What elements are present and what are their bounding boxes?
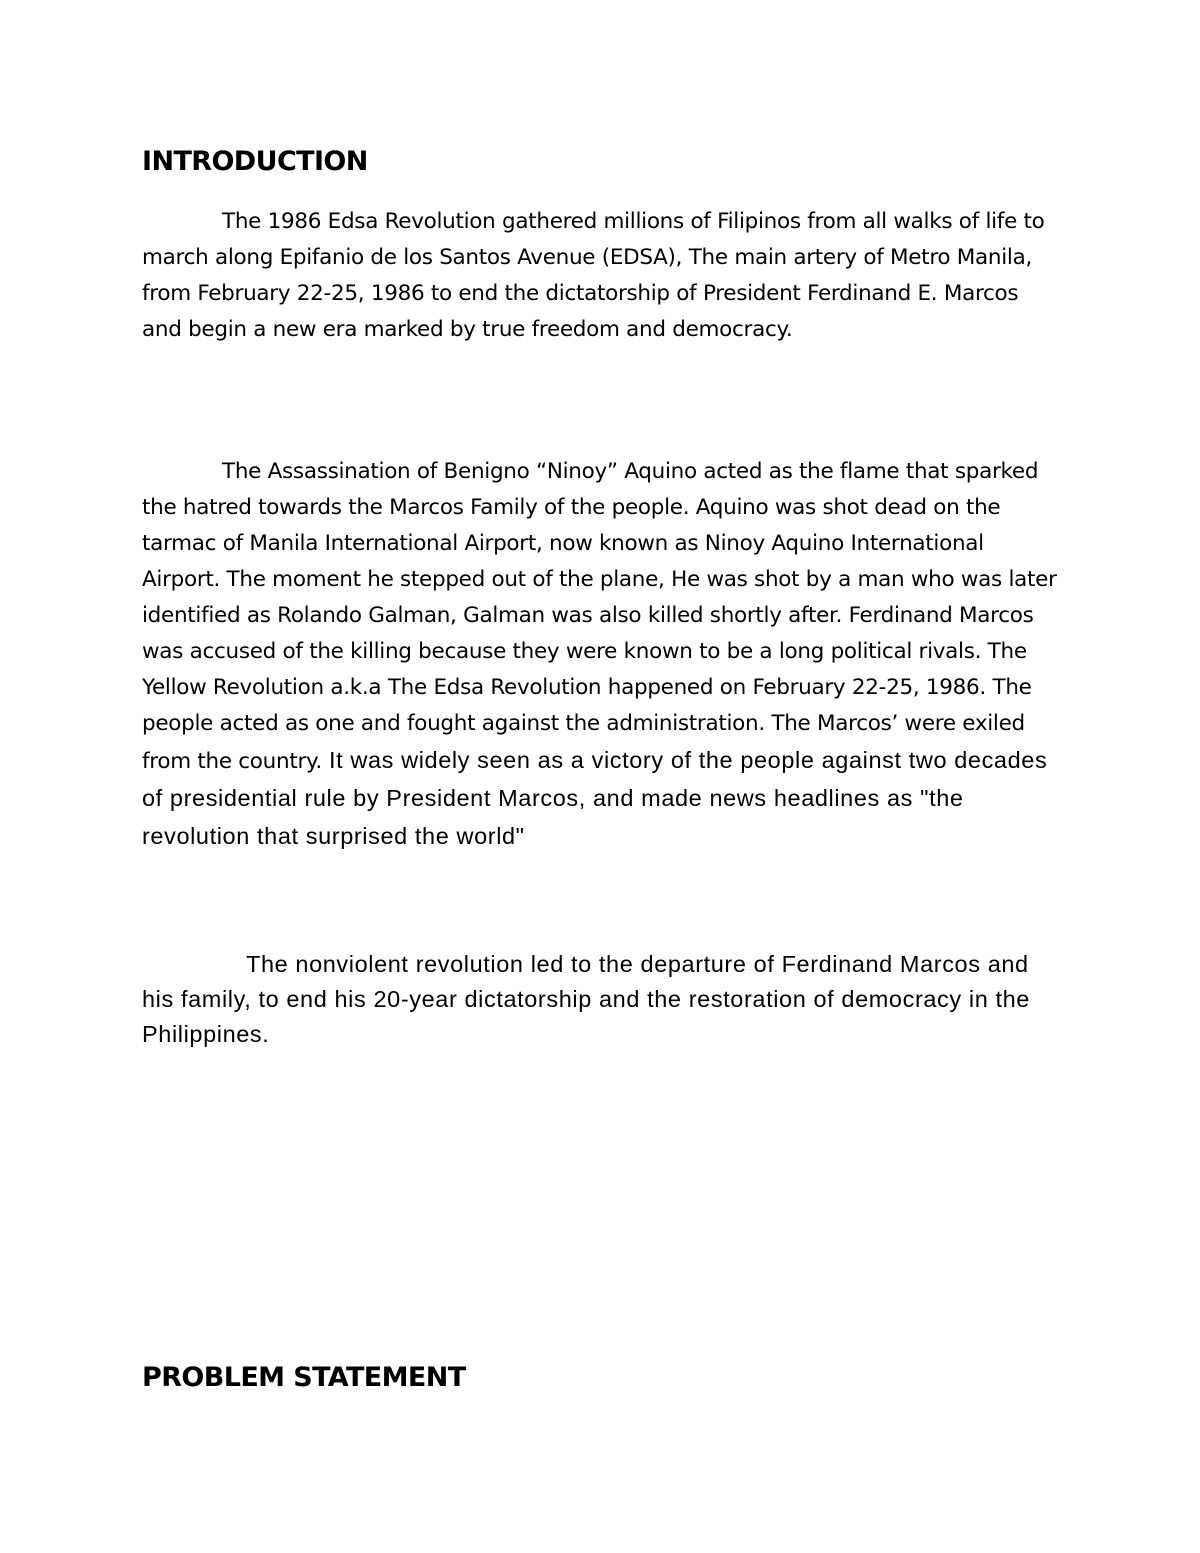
paragraph-nonviolent-revolution: The nonviolent revolution led to the departure of Ferdinand Marcos and his family, to end his 20-year dictatorship and the restoration of democracy in the Philippines.: [142, 951, 1030, 1047]
paragraph-edsa-overview: The 1986 Edsa Revolution gathered millions of Filipinos from all walks of life to march along Epifanio de los Santos Avenue (EDSA), The main artery of Metro Manila, from February 22-25, 1986 to end the dictatorship of President Ferdinand E. Marcos and begin a new era marked by true freedom and democracy.: [142, 209, 1045, 342]
problem-statement-heading: PROBLEM STATEMENT: [142, 1362, 466, 1393]
paragraph-aquino-assassination: [142, 454, 1058, 856]
introduction-heading: INTRODUCTION: [142, 146, 368, 177]
paragraph-aquino-quote-text: It was widely seen as a victory of the people against two decades of presidential rule by President Marcos, and made news headlines as "the revolution that surprised the world": [142, 747, 1048, 849]
paragraph-aquino-main-text: The Assassination of Benigno “Ninoy” Aquino acted as the flame that sparked the hatred towards the Marcos Family of the people. Aquino was shot dead on the tarmac of Manila International Airport, now known as Ninoy Aquino International Airport. The moment he stepped out of the plane, He was shot by a man who was later identified as Rolando Galman, Galman was also killed shortly after. Ferdinand Marcos was accused of the killing because they were known to be a long political rivals. The Yellow Revolution a.k.a The Edsa Revolution happened on February 22-25, 1986. The people acted as one and fought against the administration. The Marcos’ were exiled from the country.: [142, 459, 1057, 774]
